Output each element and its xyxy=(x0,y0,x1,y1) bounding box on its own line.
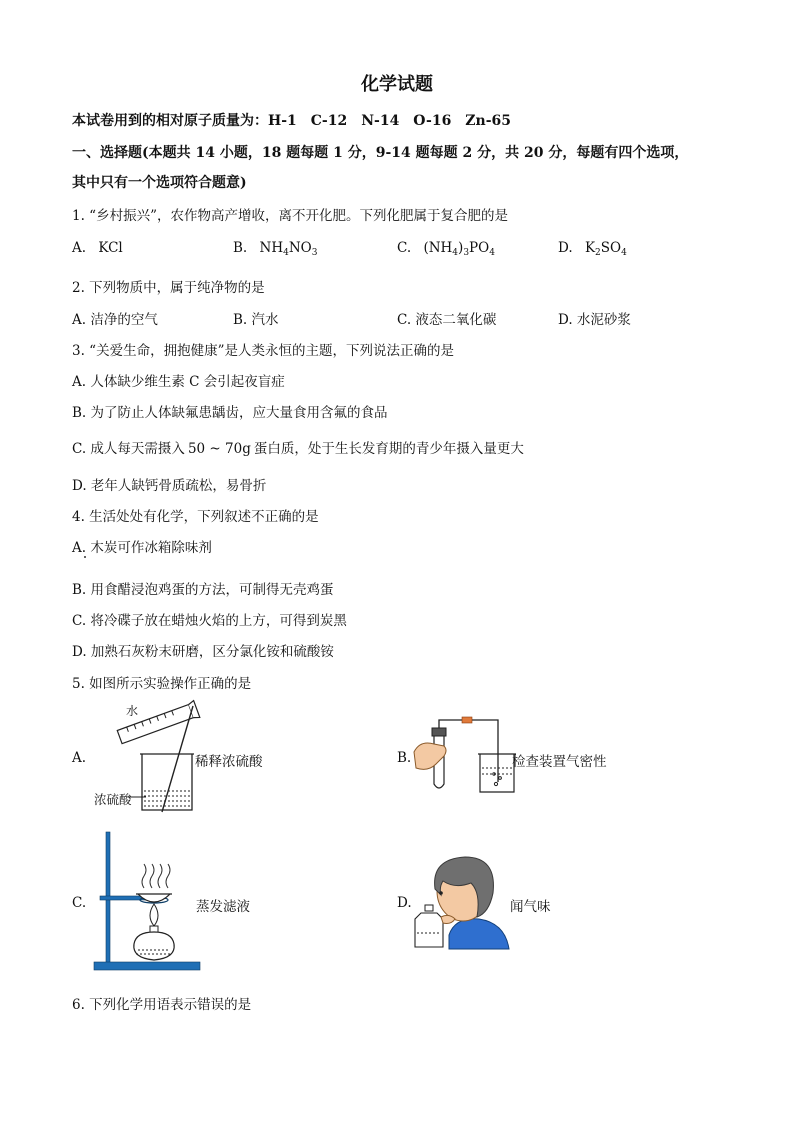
q2-option-d: D. 水泥砂浆 xyxy=(558,312,631,328)
q1-option-b xyxy=(233,240,317,258)
figure-b-airtightness xyxy=(410,712,520,797)
q4-option-c: C. 将冷碟子放在蜡烛火焰的上方，可得到炭黑 xyxy=(72,613,347,629)
bottle-icon xyxy=(415,913,443,947)
q5-a-water-label: 水 xyxy=(126,704,139,718)
section-heading-line2: 其中只有一个选项符合题意) xyxy=(72,175,247,191)
q4-option-b: B. 用食醋浸泡鸡蛋的方法，可制得无壳鸡蛋 xyxy=(72,582,334,598)
q3-c-math: 50 ~ 70g xyxy=(187,441,251,457)
q3-c-text-pre: C. 成人每天需摄入 xyxy=(72,441,185,457)
q1-stem: 1. “乡村振兴”，农作物高产增收，离不开化肥。下列化肥属于复合肥的是 xyxy=(72,208,508,224)
q2-option-c: C. 液态二氧化碳 xyxy=(397,312,497,328)
q1-b-formula: $NH_4NO_3$ xyxy=(259,240,318,258)
q5-b-caption: 检查装置气密性 xyxy=(512,754,607,770)
section-heading-line1: 一、选择题(本题共 14 小题，18 题每题 1 分，9-14 题每题 2 分，共 20 分，每题有四个选项， xyxy=(72,145,689,161)
q1-c-label: C. xyxy=(397,240,412,256)
q4-option-a: A. 木炭可作冰箱除味剂 xyxy=(72,540,212,556)
q1-option-c xyxy=(397,240,495,258)
beaker-icon xyxy=(480,754,514,792)
q5-a-caption: 稀释浓硫酸 xyxy=(195,754,263,770)
q3-option-a: A. 人体缺少维生素 C 会引起夜盲症 xyxy=(72,374,285,390)
q3-stem: 3. “关爱生命，拥抱健康”是人类永恒的主题，下列说法正确的是 xyxy=(72,343,454,359)
figure-d-smelling xyxy=(415,853,513,951)
q3-option-b: B. 为了防止人体缺氟患龋齿，应大量食用含氟的食品 xyxy=(72,405,388,421)
q5-a-label: A. xyxy=(72,750,87,766)
q1-b-label: B. xyxy=(233,240,248,256)
q3-c-text-post: 蛋白质，处于生长发育期的青少年摄入量更大 xyxy=(253,441,524,457)
q1-option-a xyxy=(72,240,123,256)
alcohol-lamp-icon xyxy=(134,932,174,960)
q5-stem: 5. 如图所示实验操作正确的是 xyxy=(72,676,252,692)
q1-a-formula: KCl xyxy=(98,240,123,256)
q2-option-b: B. 汽水 xyxy=(233,312,279,328)
q2-option-a: A. 洁净的空气 xyxy=(72,312,158,328)
q5-d-label: D. xyxy=(397,895,412,911)
q5-b-label: B. xyxy=(397,750,412,766)
q5-d-caption: 闻气味 xyxy=(510,899,551,915)
person-body-icon xyxy=(449,919,509,949)
q2-stem: 2. 下列物质中，属于纯净物的是 xyxy=(72,280,265,296)
delivery-tube-icon xyxy=(439,720,498,782)
q4-option-d: D. 加熟石灰粉末研磨，区分氯化铵和硫酸铵 xyxy=(72,644,334,660)
q1-a-label: A. xyxy=(72,240,87,256)
q5-c-label: C. xyxy=(72,895,87,911)
q3-option-d: D. 老年人缺钙骨质疏松，易骨折 xyxy=(72,478,267,494)
q3-option-c xyxy=(72,437,524,457)
q5-a-acid-label: 浓硫酸 xyxy=(94,792,132,807)
q1-d-formula: $K_2SO_4$ xyxy=(584,240,627,258)
q1-option-d xyxy=(558,240,627,258)
q1-c-formula: $(NH_4)_3PO_4$ xyxy=(423,240,495,258)
atomic-mass-line: 本试卷用到的相对原子质量为：H-1 C-12 N-14 O-16 Zn-65 xyxy=(72,113,511,129)
beaker-icon xyxy=(142,754,192,810)
evaporating-dish-icon xyxy=(138,894,170,902)
q6-stem: 6. 下列化学用语表示错误的是 xyxy=(72,997,252,1013)
flame-icon xyxy=(150,904,158,926)
q1-d-label: D. xyxy=(558,240,573,256)
stray-dot xyxy=(84,556,86,558)
page-title: 化学试题 xyxy=(361,74,433,95)
q5-c-caption: 蒸发滤液 xyxy=(196,899,250,915)
q4-stem: 4. 生活处处有化学，下列叙述不正确的是 xyxy=(72,509,319,525)
figure-c-evaporation xyxy=(92,830,207,975)
